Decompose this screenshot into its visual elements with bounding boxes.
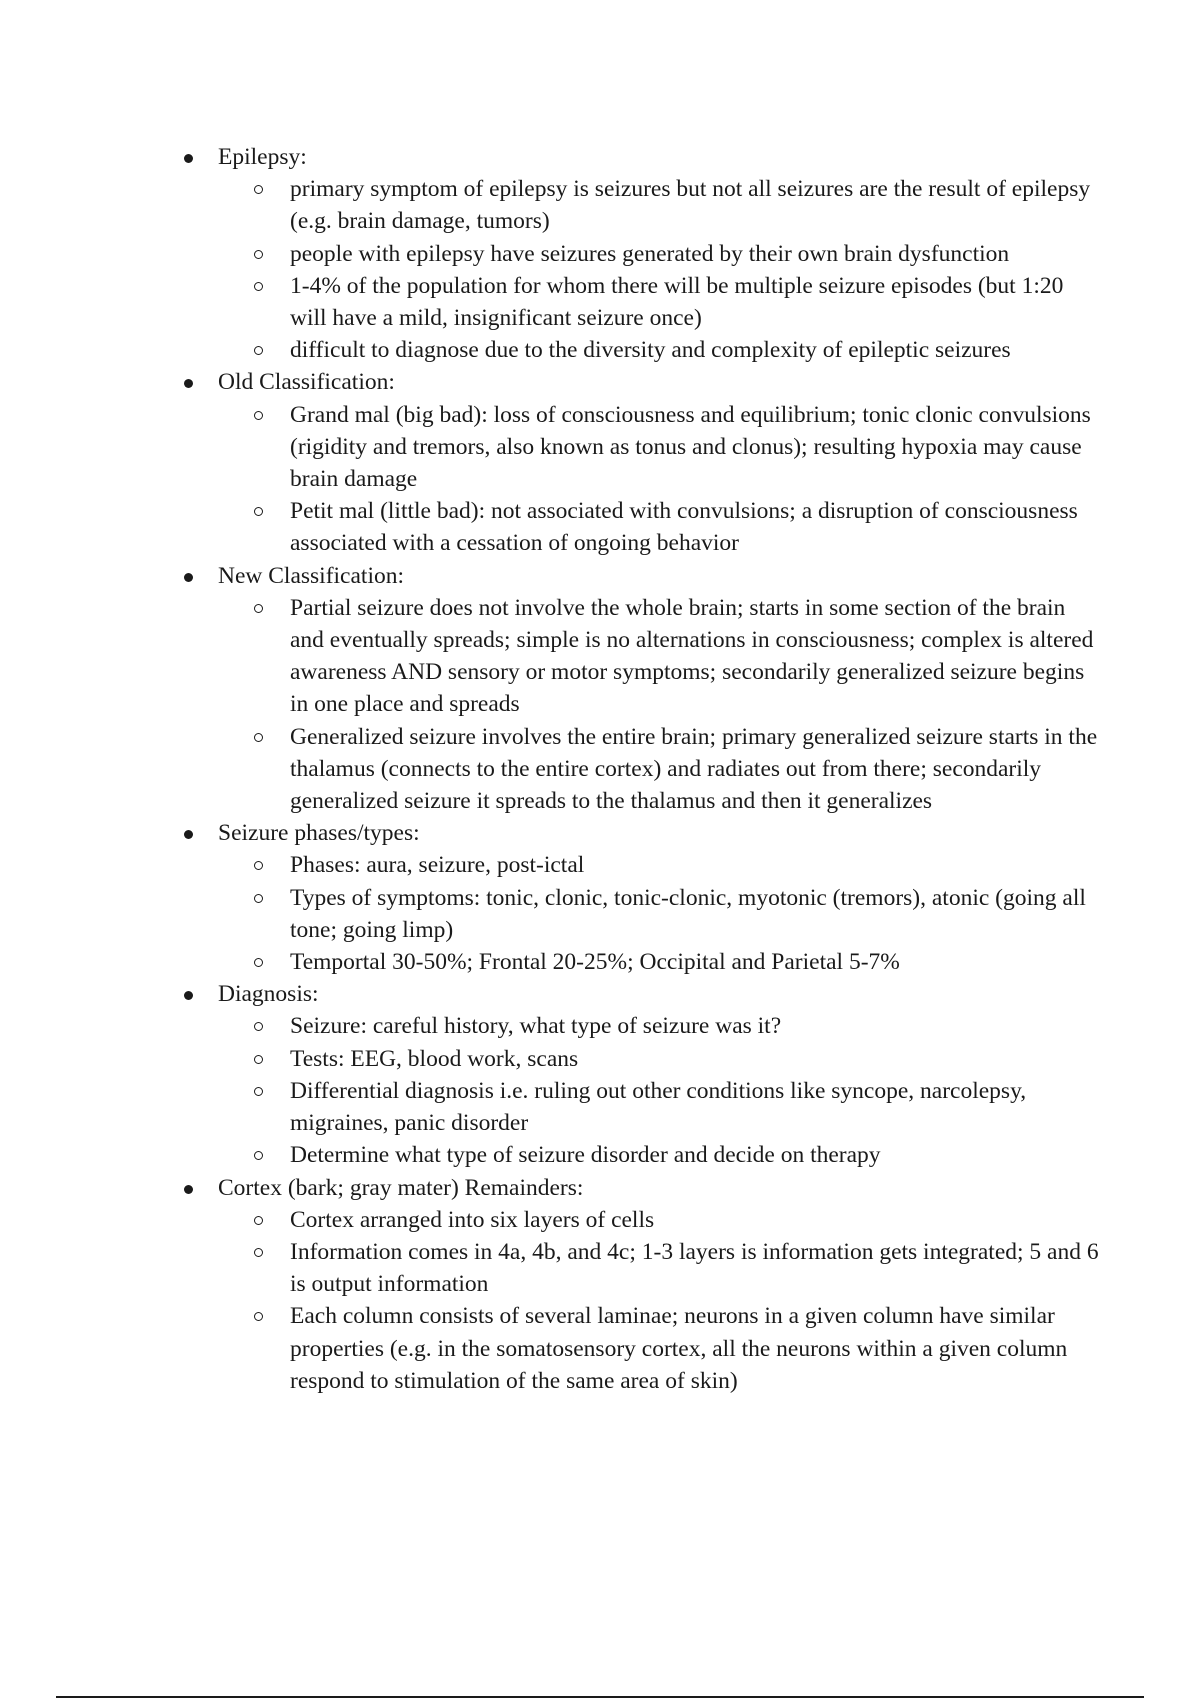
footer-divider	[56, 1696, 1144, 1698]
bullet-circle-icon	[254, 1248, 263, 1257]
list-item	[290, 1204, 1101, 1236]
bullet-disc-icon	[184, 573, 193, 582]
bullet-circle-icon	[254, 250, 263, 259]
list-item	[290, 334, 1101, 366]
list-item-text: Tests: EEG, blood work, scans	[290, 1045, 579, 1072]
bullet-circle-icon	[254, 604, 263, 613]
list-item	[290, 721, 1101, 818]
list-item-text: difficult to diagnose due to the diversity and complexity of epileptic seizures	[290, 337, 1011, 364]
list-item	[290, 1010, 1101, 1042]
section-heading: Seizure phases/types:	[218, 820, 420, 847]
bullet-circle-icon	[254, 894, 263, 903]
section-heading: New Classification:	[218, 562, 405, 589]
list-item-text: Generalized seizure involves the entire brain; primary generalized seizure starts in the thalamus (connects to the entire cortex) and radiates out from there; secondarily generalized seizure it spreads to the thalamus and then it generalizes	[290, 723, 1098, 815]
list-item	[290, 495, 1101, 559]
bullet-circle-icon	[254, 733, 263, 742]
section-epilepsy	[181, 141, 1101, 366]
section-cortex	[181, 1172, 1101, 1397]
list-item-text: people with epilepsy have seizures generated by their own brain dysfunction	[290, 240, 1010, 267]
list-item-text: Determine what type of seizure disorder and decide on therapy	[290, 1142, 881, 1169]
list-item-text: Seizure: careful history, what type of seizure was it?	[290, 1013, 782, 1040]
list-item	[290, 849, 1101, 881]
list-item	[290, 238, 1101, 270]
section-diagnosis	[181, 978, 1101, 1171]
bullet-circle-icon	[254, 507, 263, 516]
list-item-text: Differential diagnosis i.e. ruling out other conditions like syncope, narcolepsy, migraines, panic disorder	[290, 1077, 1027, 1137]
list-item	[290, 946, 1101, 978]
list-item-text: primary symptom of epilepsy is seizures but not all seizures are the result of epilepsy (e.g. brain damage, tumors)	[290, 176, 1091, 235]
bullet-circle-icon	[254, 1216, 263, 1225]
sub-list	[218, 399, 1101, 560]
section-new-classification	[181, 560, 1101, 818]
list-item	[290, 1236, 1101, 1300]
section-heading: Old Classification:	[218, 369, 395, 396]
list-item	[290, 270, 1101, 334]
section-old-classification	[181, 366, 1101, 559]
bullet-circle-icon	[254, 1055, 263, 1064]
bullet-disc-icon	[184, 830, 193, 839]
document-body	[181, 141, 1101, 1397]
list-item-text: Each column consists of several laminae; neurons in a given column have similar properties (e.g. in the somatosensory cortex, all the neurons within a given column respond to stimulation of the same area of skin)	[290, 1303, 1068, 1394]
bullet-disc-icon	[184, 154, 193, 163]
bullet-circle-icon	[254, 411, 263, 420]
list-item-text: Grand mal (big bad): loss of consciousness and equilibrium; tonic clonic convulsions (rigidity and tremors, also known as tonus and clonus); resulting hypoxia may cause brain damage	[290, 401, 1091, 493]
list-item-text: Petit mal (little bad): not associated with convulsions; a disruption of consciousness associated with a cessation of ongoing behavior	[290, 498, 1078, 557]
list-item	[290, 1300, 1101, 1397]
bullet-circle-icon	[254, 1151, 263, 1160]
bullet-circle-icon	[254, 282, 263, 291]
bullet-circle-icon	[254, 861, 263, 870]
list-item	[290, 173, 1101, 237]
bullet-disc-icon	[184, 379, 193, 388]
bullet-circle-icon	[254, 958, 263, 967]
list-item-text: 1-4% of the population for whom there will be multiple seizure episodes (but 1:20 will have a mild, insignificant seizure once)	[290, 272, 1064, 332]
sub-list	[218, 1010, 1101, 1171]
bullet-circle-icon	[254, 346, 263, 355]
section-heading: Epilepsy:	[218, 144, 307, 170]
sub-list	[218, 1204, 1101, 1397]
list-item	[290, 1043, 1101, 1075]
list-item	[290, 1075, 1101, 1139]
bullet-circle-icon	[254, 1087, 263, 1096]
list-item-text: Information comes in 4a, 4b, and 4c; 1-3 layers is information gets integrated; 5 and 6 is output information	[290, 1238, 1099, 1298]
bullet-disc-icon	[184, 1185, 193, 1194]
list-item	[290, 399, 1101, 496]
section-heading: Diagnosis:	[218, 981, 319, 1008]
sub-list	[218, 592, 1101, 817]
list-item	[290, 882, 1101, 946]
bullet-circle-icon	[254, 185, 263, 194]
list-item-text: Temportal 30-50%; Frontal 20-25%; Occipital and Parietal 5-7%	[290, 949, 900, 976]
section-seizure-phases	[181, 817, 1101, 978]
sub-list	[218, 173, 1101, 366]
list-item	[290, 1139, 1101, 1171]
outline-list	[181, 141, 1101, 1397]
bullet-circle-icon	[254, 1022, 263, 1031]
list-item-text: Partial seizure does not involve the whole brain; starts in some section of the brain and eventually spreads; simple is no alternations in consciousness; complex is altered awareness AND sensory or motor symptoms; secondarily generalized seizure begins in one place and spreads	[290, 594, 1094, 718]
section-heading: Cortex (bark; gray mater) Remainders:	[218, 1174, 584, 1201]
list-item-text: Cortex arranged into six layers of cells	[290, 1206, 655, 1233]
bullet-disc-icon	[184, 991, 193, 1000]
sub-list	[218, 849, 1101, 978]
list-item	[290, 592, 1101, 721]
list-item-text: Phases: aura, seizure, post-ictal	[290, 852, 585, 879]
list-item-text: Types of symptoms: tonic, clonic, tonic-clonic, myotonic (tremors), atonic (going all tone; going limp)	[290, 884, 1086, 943]
bullet-circle-icon	[254, 1312, 263, 1321]
